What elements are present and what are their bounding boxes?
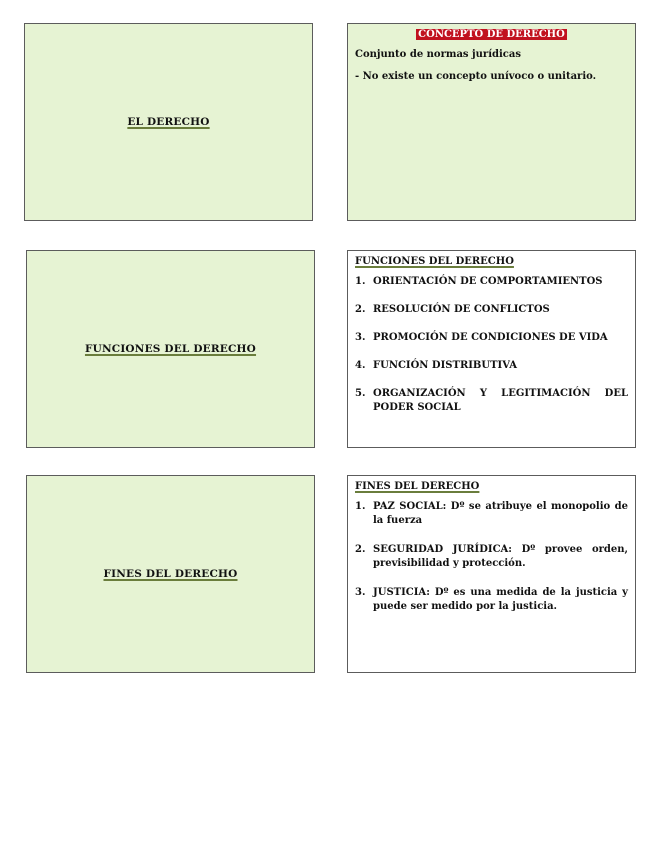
slide-heading: FINES DEL DERECHO — [355, 481, 480, 492]
definition-text: Conjunto de normas jurídicas — [355, 49, 521, 60]
slide-fines-list[interactable] — [347, 475, 636, 673]
list-item: 2. SEGURIDAD JURÍDICA: Dº provee orden, previsibilidad y protección. — [355, 544, 628, 569]
slide-fines-title[interactable] — [26, 475, 315, 673]
slide-el-derecho[interactable] — [24, 23, 313, 221]
slide-title: FUNCIONES DEL DERECHO — [84, 343, 257, 355]
list-item: 1. PAZ SOCIAL: Dº se atribuye el monopolio de la fuerza — [355, 501, 628, 526]
list-item: 3. JUSTICIA: Dº es una medida de la justicia y puede ser medido por la justicia. — [355, 587, 628, 612]
slide-content — [355, 255, 628, 429]
slide-funciones-title[interactable] — [26, 250, 315, 448]
functions-list — [355, 275, 628, 415]
list-item: 3. PROMOCIÓN DE CONDICIONES DE VIDA — [355, 332, 608, 343]
slide-content — [355, 28, 628, 84]
slide-title: EL DERECHO — [127, 116, 210, 128]
note-text: - No existe un concepto unívoco o unitario. — [355, 71, 597, 82]
slide-concepto-de-derecho[interactable] — [347, 23, 636, 221]
slide-funciones-list[interactable] — [347, 250, 636, 448]
list-item: 4. FUNCIÓN DISTRIBUTIVA — [355, 360, 517, 371]
fines-list — [355, 500, 628, 614]
slide-heading: FUNCIONES DEL DERECHO — [355, 256, 514, 267]
slide-title: FINES DEL DERECHO — [103, 568, 238, 580]
list-item: 1. ORIENTACIÓN DE COMPORTAMIENTOS — [355, 276, 603, 287]
slide-content — [355, 480, 628, 629]
slide-heading: CONCEPTO DE DERECHO — [418, 29, 565, 40]
list-item: 2. RESOLUCIÓN DE CONFLICTOS — [355, 304, 550, 315]
list-item: 5. ORGANIZACIÓN Y LEGITIMACIÓN DEL PODER SOCIAL — [355, 388, 628, 413]
